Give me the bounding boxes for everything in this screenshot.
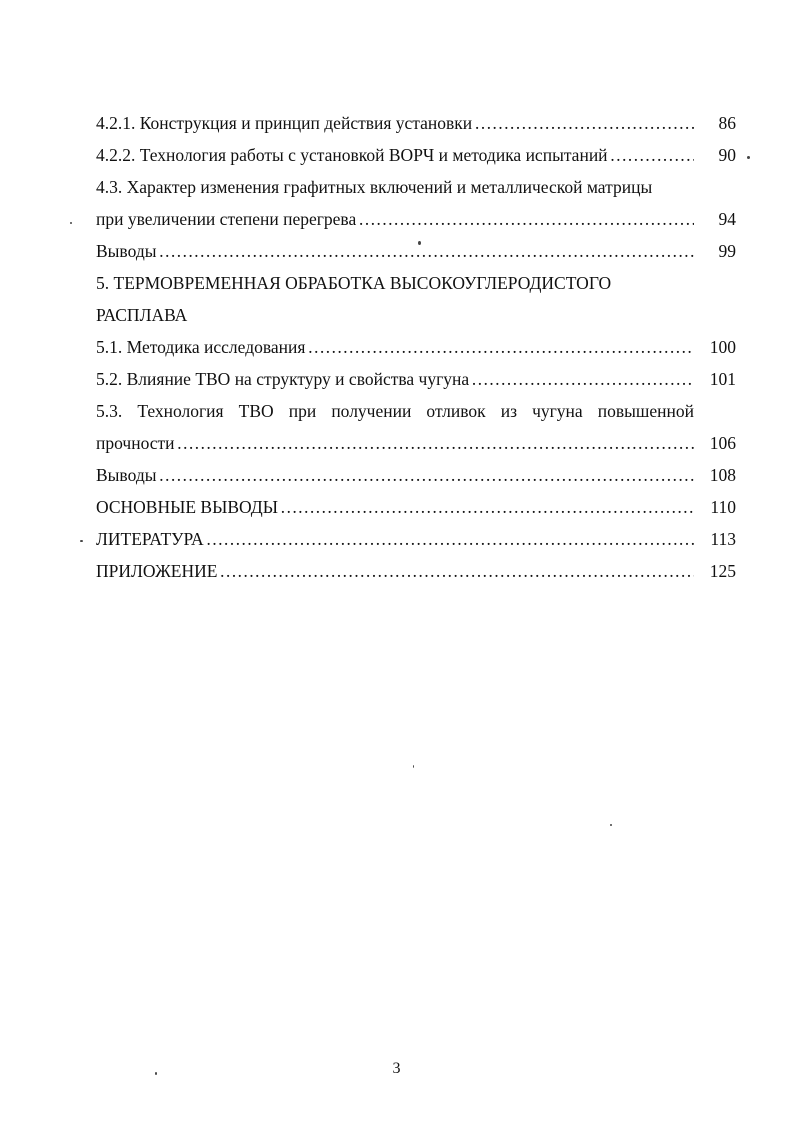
toc-leader-dots [158, 235, 694, 267]
toc-entry [96, 235, 736, 267]
toc-entry-page: 94 [718, 209, 736, 229]
toc-entry [96, 523, 736, 555]
toc-leader-dots [474, 107, 694, 139]
toc-entry [96, 171, 736, 203]
toc-entry [96, 139, 736, 171]
toc-entry [96, 331, 736, 363]
scan-speck [155, 1072, 157, 1075]
toc-entry-title: ЛИТЕРАТУРА [96, 529, 204, 549]
toc-entry-page: 106 [709, 433, 736, 453]
toc-entry-page: 100 [709, 337, 736, 357]
toc-entry-page: 101 [709, 369, 736, 389]
toc-entry-page: 113 [710, 529, 736, 549]
toc-entry [96, 203, 736, 235]
toc-entry-page: 99 [718, 241, 736, 261]
scan-speck [418, 241, 421, 245]
toc-entry-title: 5.2. Влияние ТВО на структуру и свойства чугуна [96, 369, 470, 389]
toc-entry-title: 4.3. Характер изменения графитных включений и металлической матрицы [96, 177, 653, 197]
toc-entry-page: 110 [710, 497, 736, 517]
toc-entry-title: ОСНОВНЫЕ ВЫВОДЫ [96, 497, 279, 517]
toc-entry [96, 427, 736, 459]
toc-entry-title: РАСПЛАВА [96, 305, 188, 325]
toc-entry [96, 267, 736, 299]
toc-leader-dots [219, 555, 694, 587]
toc-leader-dots [307, 331, 694, 363]
toc-entry [96, 555, 736, 587]
toc-entry-title: Выводы [96, 241, 157, 261]
toc-entry-page: 86 [718, 113, 736, 133]
toc-entry-title: 4.2.2. Технология работы с установкой ВОРЧ и методика испытаний [96, 145, 608, 165]
scan-speck [747, 156, 750, 159]
toc-entry [96, 459, 736, 491]
toc-entry-title: 4.2.1. Конструкция и принцип действия установки [96, 113, 473, 133]
toc-entry-title: ПРИЛОЖЕНИЕ [96, 561, 218, 581]
scan-speck [610, 824, 612, 826]
toc-leader-dots [158, 459, 694, 491]
toc-entry-page: 90 [718, 145, 736, 165]
scan-speck [80, 540, 83, 542]
toc-entry-title: 5. ТЕРМОВРЕМЕННАЯ ОБРАБОТКА ВЫСОКОУГЛЕРОДИСТОГО [96, 273, 612, 293]
toc-leader-dots [177, 427, 694, 459]
toc-leader-dots [610, 139, 694, 171]
toc-leader-dots [206, 523, 694, 555]
toc-leader-dots [471, 363, 694, 395]
toc-entry-page: 125 [709, 561, 736, 581]
toc-leader-dots [280, 491, 694, 523]
toc-entry-title: при увеличении степени перегрева [96, 209, 357, 229]
toc-entry [96, 107, 736, 139]
toc-entry-title: Выводы [96, 465, 157, 485]
toc-entry [96, 363, 736, 395]
page-number: 3 [392, 1060, 401, 1077]
table-of-contents [96, 107, 736, 587]
scan-speck [70, 222, 72, 224]
scan-speck [413, 765, 414, 768]
toc-entry [96, 491, 736, 523]
toc-entry [96, 395, 694, 427]
toc-entry [96, 299, 736, 331]
toc-entry-title: 5.1. Методика исследования [96, 337, 306, 357]
toc-leader-dots [358, 203, 694, 235]
toc-entry-title: 5.3. Технология ТВО при получении отливок из чугуна повышенной [96, 401, 694, 421]
toc-entry-page: 108 [709, 465, 736, 485]
toc-entry-title: прочности [96, 433, 175, 453]
